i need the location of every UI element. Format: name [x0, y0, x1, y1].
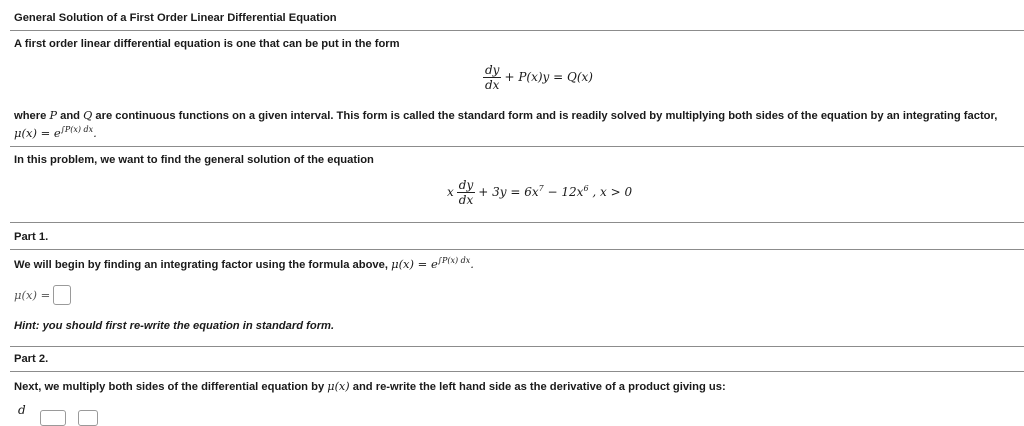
page-title: General Solution of a First Order Linear Differential Equation: [14, 12, 337, 24]
p-symbol: P: [49, 109, 57, 122]
formula-lhs: μ(x) = e: [14, 126, 61, 140]
part1-heading: Part 1.: [14, 231, 49, 243]
problem-intro: In this problem, we want to find the general solution of the equation: [14, 154, 374, 166]
equation-lead-x: x: [447, 185, 454, 199]
part2-instruction-a: Next, we multiply both sides of the differential equation by: [14, 381, 325, 393]
where-and: and: [60, 110, 80, 122]
part2-instruction: [14, 380, 726, 393]
fraction-numerator: dy: [485, 63, 500, 77]
equation-rest: + P(x)y = Q(x): [504, 70, 593, 84]
equation-part-a: + 3y = 6x: [478, 185, 539, 199]
part2-derivative-d: d: [18, 403, 26, 417]
part1-instruction: [14, 257, 474, 271]
mu-answer-row: [14, 285, 71, 305]
divider: [10, 371, 1024, 372]
part2-answer-input-2[interactable]: [78, 410, 98, 426]
q-symbol: Q: [83, 109, 93, 122]
dy-dx-fraction: [457, 179, 475, 206]
part2-answer-input-1[interactable]: [40, 410, 66, 426]
divider: [10, 346, 1024, 347]
equation-part-c: , x > 0: [588, 185, 633, 199]
mu-answer-input[interactable]: [53, 285, 71, 305]
where-prefix: where: [14, 110, 47, 122]
divider: [10, 222, 1024, 223]
mu-answer-label: μ(x) =: [14, 288, 51, 302]
intro-text: A first order linear differential equation is one that can be put in the form: [14, 38, 400, 50]
exponent-6: 6: [583, 184, 589, 193]
integrating-factor-formula: [14, 126, 97, 140]
formula-period: .: [470, 257, 474, 271]
part1-formula: [391, 257, 474, 271]
standard-form-equation: [480, 64, 593, 91]
fraction-denominator: dx: [458, 193, 474, 207]
part2-instruction-b: and re-write the left hand side as the derivative of a product giving us:: [352, 381, 726, 393]
formula-exponent: ∫P(x) dx: [60, 125, 94, 135]
where-suffix: are continuous functions on a given interval. This form is called the standard form and is readily solved by multiplying both sides of the equation by an integrating factor,: [95, 110, 998, 122]
part2-heading: Part 2.: [14, 353, 49, 365]
fraction-denominator: dx: [485, 78, 500, 92]
divider: [10, 30, 1024, 31]
where-text: [14, 109, 997, 122]
part1-instruction-text: We will begin by finding an integrating factor using the formula above,: [14, 259, 388, 271]
fraction-numerator: dy: [458, 178, 474, 192]
formula-period: .: [93, 126, 97, 140]
formula-exponent: ∫P(x) dx: [437, 256, 471, 266]
formula-lhs: μ(x) = e: [391, 257, 438, 271]
part1-hint: Hint: you should first re-write the equation in standard form.: [14, 320, 335, 332]
exponent-7: 7: [538, 184, 544, 193]
equation-part-b: − 12x: [543, 185, 584, 199]
divider: [10, 146, 1024, 147]
problem-equation: [447, 179, 632, 206]
divider: [10, 249, 1024, 250]
dy-dx-fraction: [483, 64, 501, 91]
mu-symbol: μ(x): [327, 380, 350, 393]
